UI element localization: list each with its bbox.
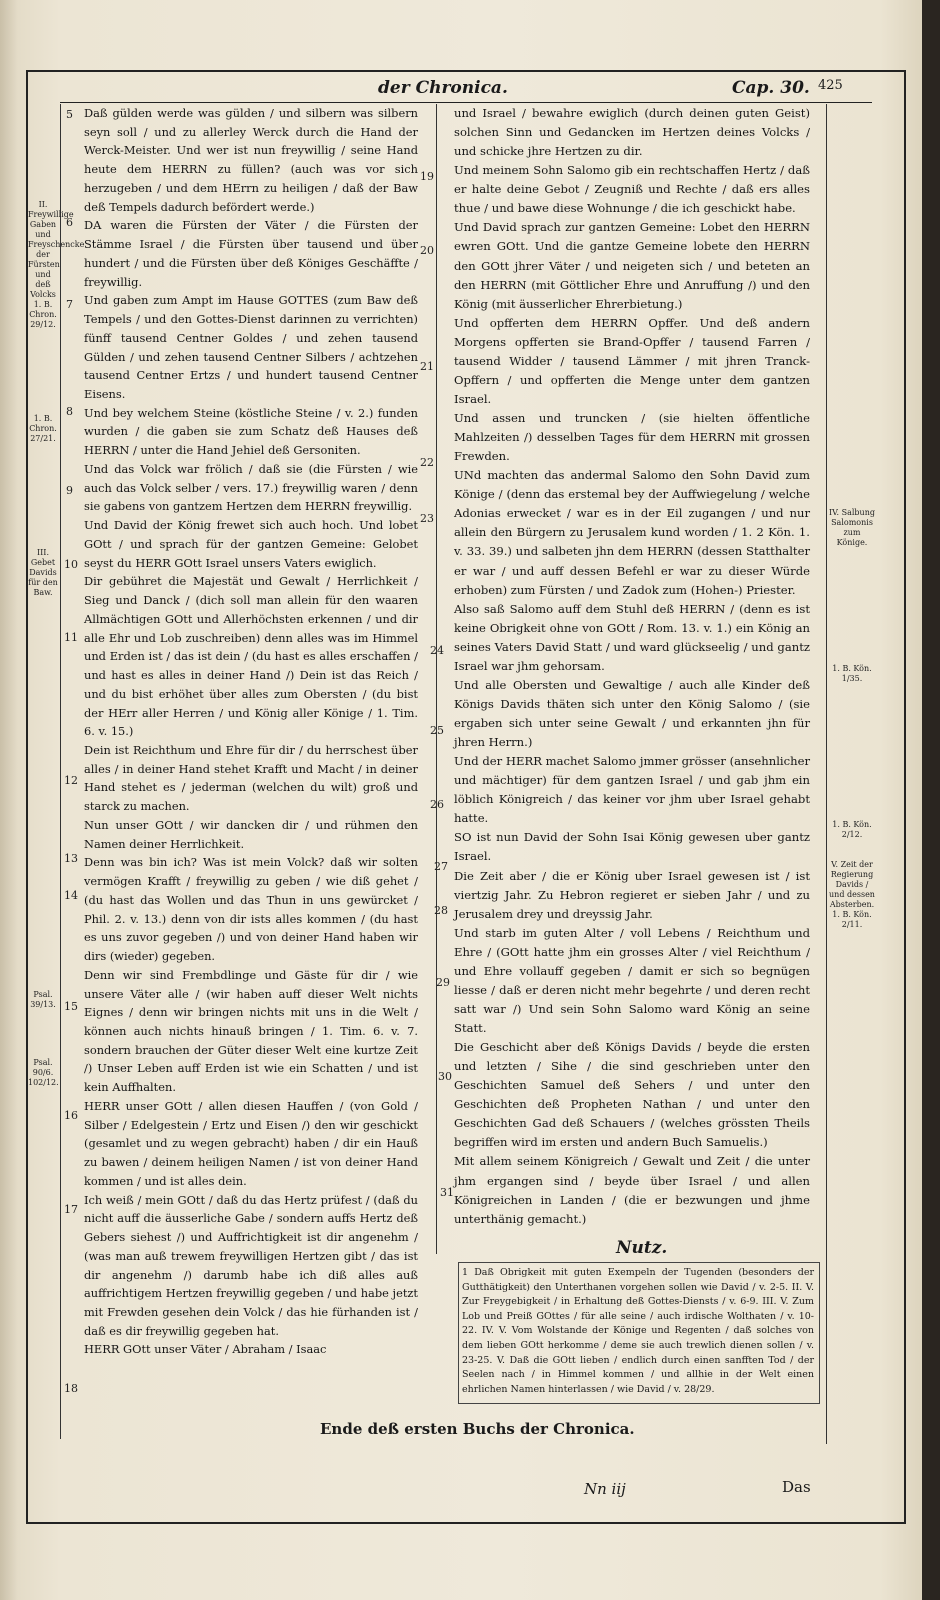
verse-paragraph: Nun unser GOtt / wir dancken dir / und rühmen den Namen deiner Herrlichkeit. — [84, 817, 418, 851]
end-of-book-title: Ende deß ersten Buchs der Chronica. — [320, 1420, 635, 1438]
verse-number: 17 — [64, 1203, 78, 1216]
margin-note: 1. B. Kön. 1/35. — [832, 664, 872, 683]
margin-note: Psal. 90/6. 102/12. — [28, 1058, 59, 1087]
verse-number: 27 — [434, 860, 448, 873]
verse-number: 22 — [420, 456, 434, 469]
verse-paragraph: Und opfferten dem HERRN Opffer. Und deß andern Morgens opfferten sie Brand-Opffer / tausend Farren / tausend Widder / tausend Lämmer / mit jhren Tranck-Opffern / und opfferten die Menge unter dem gantzen Israel. — [454, 315, 810, 406]
verse-number: 21 — [420, 360, 434, 373]
margin-note: II. Freywillige Gaben und Freyschencke der Fürsten und deß Volcks 1. B. Chron. 29/12. — [28, 200, 85, 329]
verse-paragraph: Und alle Obersten und Gewaltige / auch alle Kinder deß Königs Davids thäten sich unter den König Salomo / (sie ergaben sich unter seine Gewalt / und erkannten jhn für jhren Herrn.) — [454, 677, 810, 750]
margin-note: Psal. 39/13. — [30, 990, 56, 1009]
verse-number: 25 — [430, 724, 444, 737]
left-text-column — [84, 104, 418, 1359]
nutz-text: 1 Daß Obrigkeit mit guten Exempeln der Tugenden (besonders der Gutthätigkeit) den Unterthanen vorgehen sollen wie David / v. 2-5. II. V. Zur Freygebigkeit / in Erhaltung deß Gottes-Diensts / v. 6-9. III. V. Zum Lob und Preiß GOttes / für alle seine / auch irdische Wolthaten / v. 10-22. IV. V. Vom Wolstande der Könige und Regenten / daß solches von dem lieben GOtt herkomme / deme sie auch trewlich dienen sollen / v. 23-25. V. Daß die GOtt lieben / endlich durch einen sanfften Tod / der Seelen nach / in Himmel kommen / und allhie in der Welt einen ehrlichen Namen hinterlassen / wie David / v. 28/29. — [462, 1267, 814, 1395]
header-rule — [60, 102, 872, 103]
verse-number: 10 — [64, 558, 78, 571]
verse-number: 30 — [438, 1070, 452, 1083]
verse-paragraph: Und gaben zum Ampt im Hause GOTTES (zum Baw deß Tempels / und den Gottes-Dienst darinnen zu verrichten) fünff tausend Centner Goldes / und zehen tausend Gülden / und zehen tausend Centner Silbers / achtzehen tausend Centner Ertzs / und hundert tausend Centner Eisens. — [84, 293, 418, 402]
verse-paragraph: Denn was bin ich? Was ist mein Volck? daß wir solten vermögen Krafft / freywillig zu geben / wie diß gehet / (du hast das Wollen und das Thun in uns gewürcket / Phil. 2. v. 13.) denn von dir ists alles kommen / (du hast es uns zuvor gegeben /) und von deiner Hand haben wir dirs (wieder) gegeben. — [84, 855, 418, 964]
verse-number: 23 — [420, 512, 434, 525]
verse-paragraph: Also saß Salomo auff dem Stuhl deß HERRN / (denn es ist keine Obrigkeit ohne von GOtt / Rom. 13. v. 1.) ein König an seines Vaters David Statt / und ward glückseelig / und gantz Israel war jhm gehorsam. — [454, 601, 810, 673]
verse-number: 15 — [64, 1000, 78, 1013]
verse-number: 12 — [64, 774, 78, 787]
verse-paragraph: Dein ist Reichthum und Ehre für dir / du herrschest über alles / in deiner Hand stehet Krafft und Macht / in deiner Hand stehet es / jederman (welchen du wilt) groß und starck zu machen. — [84, 742, 418, 814]
verse-paragraph: Denn wir sind Frembdlinge und Gäste für dir / wie unsere Väter alle / (wir haben auff dieser Welt nichts Eignes / denn wir bringen nichts mit uns in die Welt / können auch nichts hinauß bringen / 1. Tim. 6. v. 7. sondern brauchen der Güter dieser Welt eine kurtze Zeit /) Unser Leben auff Erden ist wie ein Schatten / und ist kein Auffhalten. — [84, 967, 418, 1095]
page-number: 425 — [818, 78, 843, 93]
verse-number: 7 — [66, 298, 73, 311]
verse-paragraph: und Israel / bewahre ewiglich (durch deinen guten Geist) solchen Sinn und Gedancken im Hertzen deines Volcks / und schicke jhre Hertzen zu dir. — [454, 106, 810, 159]
verse-paragraph: Und David sprach zur gantzen Gemeine: Lobet den HERRN ewren GOtt. Und die gantze Gemeine lobete den HERRN den GOtt jhrer Väter / und neigeten sich / und beteten an den HERRN (mit Göttlicher Ehre und Anruffung /) und den König (mit äusserlicher Ehrerbietung.) — [454, 220, 810, 311]
catchword: Das — [782, 1478, 811, 1496]
verse-paragraph: Und meinem Sohn Salomo gib ein rechtschaffen Hertz / daß er halte deine Gebot / Zeugniß und Rechte / daß ers alles thue / und bawe diese Wohnunge / die ich geschickt habe. — [454, 163, 810, 216]
verse-paragraph: SO ist nun David der Sohn Isai König gewesen uber gantz Israel. — [454, 830, 810, 864]
nutz-heading: Nutz. — [616, 1238, 668, 1258]
verse-number: 5 — [66, 108, 73, 121]
chapter-label: Cap. 30. — [732, 78, 810, 98]
verse-number: 29 — [436, 976, 450, 989]
verse-number: 28 — [434, 904, 448, 917]
verse-paragraph: Und starb im guten Alter / voll Lebens / Reichthum und Ehre / (GOtt hatte jhm ein grosses Alter / viel Reichthum / und Ehre vollauff gegeben / damit er sich so begnügen liesse / daß er deren nicht mehr begehrte / und deren recht satt war /) Und sein Sohn Salomo ward König an seine Statt. — [454, 925, 810, 1035]
verse-paragraph: Daß gülden werde was gülden / und silbern was silbern seyn soll / und zu allerley Werck durch die Hand der Werck-Meister. Und wer ist nun freywillig / seine Hand heute dem HERRN zu füllen? (auch was vor sich herzugeben / und dem HErrn zu heiligen / daß der Baw deß Tempels dadurch befördert werde.) — [84, 106, 418, 214]
verse-paragraph: HERR GOtt unser Väter / Abraham / Isaac — [84, 1342, 327, 1357]
verse-number: 24 — [430, 644, 444, 657]
verse-paragraph: Die Geschicht aber deß Königs Davids / beyde die ersten und letzten / Sihe / die sind geschrieben unter den Geschichten Samuel deß Sehers / und unter den Geschichten deß Propheten Nathan / und unter den Geschichten Gad deß Schauers / (welches grössten Theils begriffen wird im ersten und andern Buch Samuelis.) — [454, 1040, 810, 1150]
margin-note: 1. B. Chron. 27/21. — [29, 414, 57, 443]
verse-paragraph: Und David der König frewet sich auch hoch. Und lobet GOtt / und sprach für der gantzen Gemeine: Gelobet seyst du HERR GOtt Israel unsers Vaters ewiglich. — [84, 518, 418, 570]
verse-number: 20 — [420, 244, 434, 257]
margin-note: III. Gebet Davids für den Baw. — [28, 548, 58, 597]
margin-note: V. Zeit der Regierung Davids / und dessen Absterben. 1. B. Kön. 2/11. — [829, 860, 875, 929]
margin-note: 1. B. Kön. 2/12. — [832, 820, 872, 839]
signature-mark: Nn iij — [584, 1480, 626, 1498]
verse-paragraph: Und bey welchem Steine (köstliche Steine / v. 2.) funden wurden / die gaben sie zum Schatz deß Hauses deß HERRN / unter die Hand Jehiel deß Gersoniten. — [84, 405, 418, 458]
verse-number: 8 — [66, 405, 73, 418]
verse-paragraph: Mit allem seinem Königreich / Gewalt und Zeit / die unter jhm ergangen sind / beyde über Israel / und allen Königreichen in Landen / (die er bezwungen und jhme unterthänig gemacht.) — [454, 1154, 810, 1226]
right-text-column — [454, 104, 810, 1229]
verse-number: 11 — [64, 631, 78, 644]
margin-note: IV. Salbung Salomonis zum Könige. — [829, 508, 875, 547]
verse-number: 14 — [64, 889, 78, 902]
verse-paragraph: UNd machten das andermal Salomo den Sohn David zum Könige / (denn das erstemal bey der Auffwiegelung / welche Adonias erwecket / war es in der Eil zugangen / und nur allein den Bürgern zu Jerusalem kund worden / 1. 2 Kön. 1. v. 33. 39.) und salbeten jhn dem HERRN (dessen Statthalter er war / und auff dessen Befehl er war zu dieser Würde erhoben) zum Fürsten / und Zadok zum (Hohen-) Priester. — [454, 468, 810, 597]
verse-number: 26 — [430, 798, 444, 811]
verse-paragraph: Die Zeit aber / die er König uber Israel gewesen ist / ist viertzig Jahr. Zu Hebron regieret er sieben Jahr / und zu Jerusalem drey und dreyssig Jahr. — [454, 868, 810, 921]
left-margin-rule — [60, 104, 61, 1439]
verse-paragraph: Dir gebühret die Majestät und Gewalt / Herrlichkeit / Sieg und Danck / (dich soll man allein für den waaren Allmächtigen GOtt und Allerhöchsten erkennen / und dir alle Ehr und Lob zuschreiben) denn alles was im Himmel und Erden ist / das ist dein / (du hast es alles erschaffen / und hast es alles in deiner Hand /) Dein ist das Reich / und du bist erhöhet über alles zum Obersten / (du bist der HErr aller Herren / und König aller Könige / 1. Tim. 6. v. 15.) — [84, 574, 418, 739]
verse-paragraph: HERR unser GOtt / allen diesen Hauffen / (von Gold / Silber / Edelgestein / Ertz und Eisen /) den wir geschickt (gesamlet und zu wegen gebracht) haben / dir ein Hauß zu bawen / deinem heiligen Namen / ist von deiner Hand kommen / und ist alles dein. — [84, 1098, 418, 1188]
verse-paragraph: Ich weiß / mein GOtt / daß du das Hertz prüfest / (daß du nicht auff die äusserliche Gabe / sondern auffs Hertz deß Gebers siehest /) und Auffrichtigkeit ist dir angenehm / (was man auß trewem freywilligen Hertzen gibt / das ist dir angenehm /) darumb habe ich diß alles auß auffrichtigem Hertzen freywillig gegeben / und habe jetzt mit Frewden gesehen dein Volck / das hie fürhanden ist / daß es dir freywillig gegeben hat. — [84, 1192, 418, 1338]
verse-number: 16 — [64, 1109, 78, 1122]
verse-paragraph: DA waren die Fürsten der Väter / die Fürsten der Stämme Israel / die Fürsten über tausend und über hundert / und die Fürsten über deß Königes Geschäffte / freywillig. — [84, 218, 418, 289]
column-divider — [436, 104, 437, 1254]
verse-number: 13 — [64, 852, 78, 865]
running-title: der Chronica. — [378, 78, 508, 98]
verse-number: 31 — [440, 1186, 454, 1199]
right-margin-rule — [826, 104, 827, 1444]
verse-number: 6 — [66, 216, 73, 229]
verse-number: 18 — [64, 1382, 78, 1395]
verse-paragraph: Und assen und truncken / (sie hielten öffentliche Mahlzeiten /) desselben Tages für dem HERRN mit grossen Frewden. — [454, 411, 810, 464]
verse-number: 19 — [420, 170, 434, 183]
verse-paragraph: Und das Volck war frölich / daß sie (die Fürsten / wie auch das Volck selber / vers. 17.) freywillig waren / denn sie gabens von gantzem Hertzen dem HERRN freywillig. — [84, 461, 418, 514]
verse-number: 9 — [66, 484, 73, 497]
verse-paragraph: Und der HERR machet Salomo jmmer grösser (ansehnlicher und mächtiger) für dem gantzen Israel / und gab jhm ein löblich Königreich / das keiner vor jhm uber Israel gehabt hatte. — [454, 754, 810, 826]
